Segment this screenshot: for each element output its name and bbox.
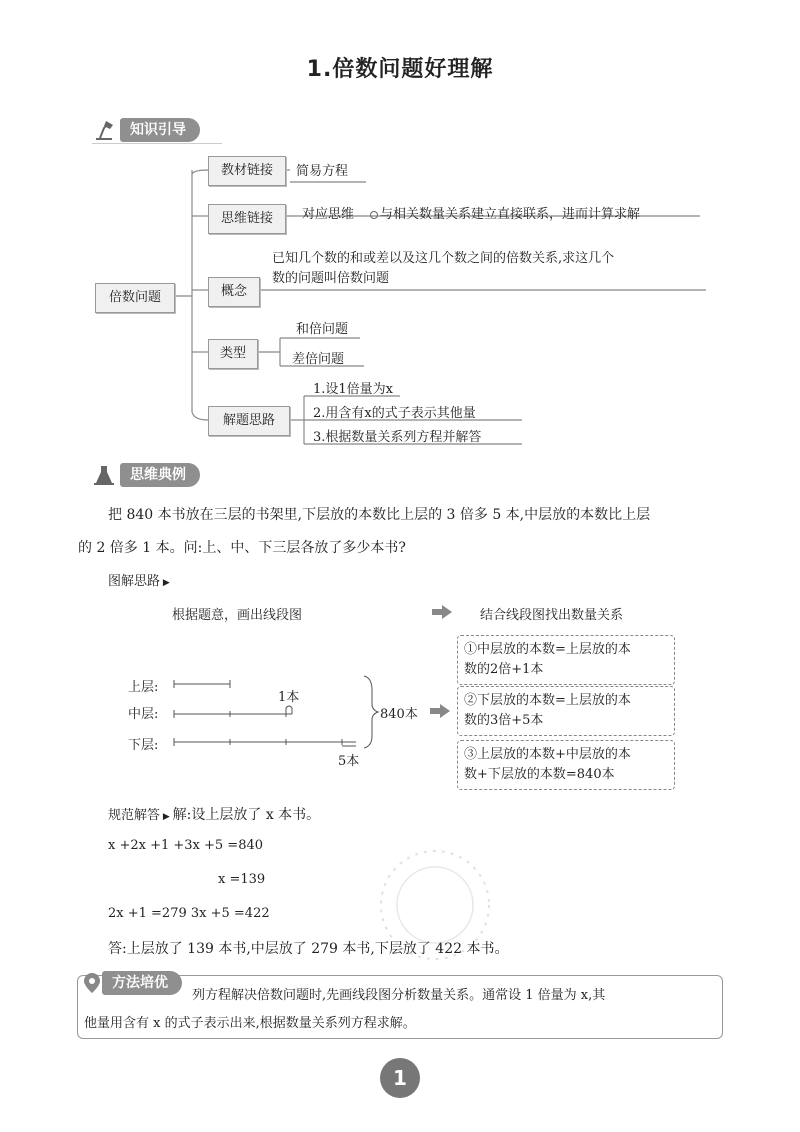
mindmap-text-textbook: 简易方程	[296, 164, 349, 179]
problem-line-1: 把 840 本书放在三层的书架里,下层放的本数比上层的 3 倍多 5 本,中层放的本数比上层	[108, 507, 651, 523]
segment-diagram	[160, 670, 380, 750]
page-number: 1	[380, 1058, 420, 1098]
mindmap-root: 倍数问题	[95, 283, 175, 313]
triangle-right-icon: ▶	[160, 812, 173, 822]
page-title: 1.倍数问题好理解	[306, 57, 494, 82]
lamp-icon	[92, 118, 116, 142]
mindmap-text-thinking-a: 对应思维	[302, 207, 355, 222]
step-right-label: 结合线段图找出数量关系	[480, 608, 624, 623]
relation-2-line-a: ②下层放的本数=上层放的本	[464, 693, 631, 708]
mindmap-text-approach-1: 1.设1倍量为x	[313, 382, 394, 397]
mindmap-text-type-1: 和倍问题	[296, 322, 349, 337]
connector-dot	[370, 211, 378, 219]
problem-line-2: 的 2 倍多 1 本。问:上、中、下三层各放了多少本书?	[78, 540, 406, 556]
mark-5ben: 5本	[338, 754, 360, 769]
mindmap-text-approach-3: 3.根据数量关系列方程并解答	[313, 430, 482, 445]
method-text-1: 列方程解决倍数问题时,先画线段图分析数量关系。通常设 1 倍量为 x,其	[192, 988, 606, 1003]
section-tag-label: 方法培优	[102, 971, 182, 995]
mindmap-node-type: 类型	[208, 339, 258, 369]
row-label-top: 上层:	[128, 680, 159, 695]
mindmap-node-approach: 解题思路	[208, 406, 290, 436]
mindmap-text-thinking-b: 与相关数量关系建立直接联系，进而计算求解	[380, 207, 641, 222]
relation-3-line-a: ③上层放的本数+中层放的本	[464, 747, 631, 762]
watermark-stamp	[370, 840, 500, 970]
diagram-heading	[108, 570, 170, 589]
equation-2: x =139	[218, 872, 266, 887]
mindmap-node-concept: 概念	[208, 277, 260, 307]
relation-1-line-a: ①中层放的本数=上层放的本	[464, 642, 631, 657]
section-tag-label: 思维典例	[120, 463, 200, 487]
mindmap-text-approach-2: 2.用含有x的式子表示其他量	[313, 406, 476, 421]
mindmap-text-concept-1: 已知几个数的和或差以及这几个数之间的倍数关系,求这几个	[272, 251, 615, 266]
answer-intro: 解:设上层放了 x 本书。	[172, 807, 321, 823]
mindmap-node-thinking: 思维链接	[208, 204, 286, 234]
mark-1ben: 1本	[278, 690, 300, 705]
final-answer: 答:上层放了 139 本书,中层放了 279 本书,下层放了 422 本书。	[108, 941, 509, 957]
relation-2-line-b: 数的3倍+5本	[464, 713, 544, 728]
relation-box-2	[457, 686, 675, 736]
section-tag-label: 知识引导	[120, 118, 200, 142]
arrow-right-icon	[430, 604, 454, 620]
location-pin-icon	[80, 971, 104, 995]
answer-label: 规范解答	[108, 808, 161, 823]
total-label: 840本	[380, 707, 418, 722]
section-tag-method	[80, 971, 200, 995]
relation-box-3	[457, 740, 675, 790]
step-left-label: 根据题意，画出线段图	[172, 608, 303, 623]
triangle-right-icon: ▶	[160, 578, 170, 588]
equation-3: 2x +1 =279 3x +5 =422	[108, 906, 270, 921]
mindmap-node-textbook: 教材链接	[208, 156, 286, 186]
method-text-2: 他量用含有 x 的式子表示出来,根据数量关系列方程求解。	[84, 1016, 416, 1031]
row-label-mid: 中层:	[128, 707, 159, 722]
answer-heading	[108, 804, 320, 824]
row-label-bot: 下层:	[128, 738, 159, 753]
arrow-right-icon	[428, 703, 452, 719]
relation-3-line-b: 数+下层放的本数=840本	[464, 767, 615, 782]
diagram-heading-label: 图解思路	[108, 574, 161, 589]
mindmap-text-type-2: 差倍问题	[292, 352, 345, 367]
relation-box-1	[457, 635, 675, 685]
section-tag-example	[92, 463, 232, 487]
flask-icon	[92, 463, 116, 487]
equation-1: x +2x +1 +3x +5 =840	[108, 838, 264, 853]
relation-1-line-b: 数的2倍+1本	[464, 662, 544, 677]
mindmap-text-concept-2: 数的问题叫倍数问题	[272, 271, 390, 286]
section-tag-knowledge	[92, 118, 232, 142]
